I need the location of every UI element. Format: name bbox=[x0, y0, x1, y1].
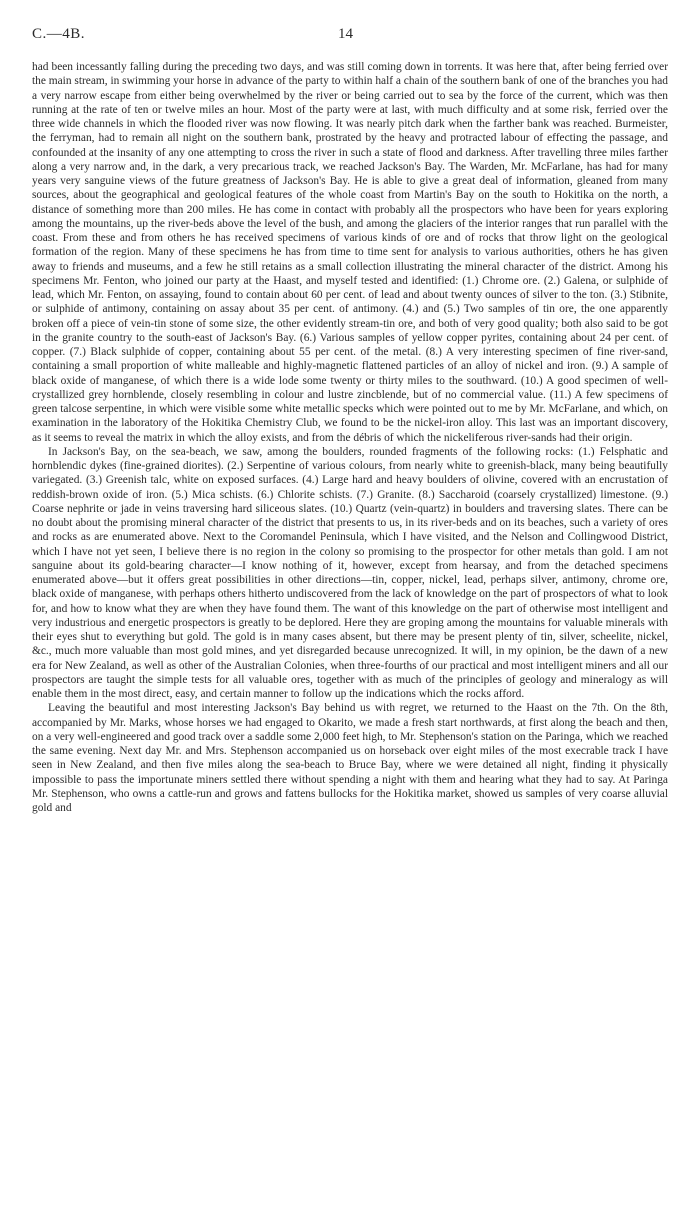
page-header bbox=[32, 26, 668, 48]
document-page bbox=[32, 26, 668, 815]
paragraph-leaving-jacksons-bay: Leaving the beautiful and most interesting Jackson's Bay behind us with regret, we returned to the Haast on the 7th. On the 8th, accompanied by Mr. Marks, whose horses we had engaged to Okarito, we made a fresh start northwards, at first along the beach and then, on a very well-engineered and good track over a saddle some 2,000 feet high, to Mr. Stephenson's station on the Paringa, which we reached the same evening. Next day Mr. and Mrs. Stephenson accompanied us on horseback over eight miles of the most execrable track I have seen in New Zealand, and then five miles along the sea-beach to Bruce Bay, where we were detained all night, finding it physically impossible to pass the importunate miners settled there without spending a night with them and hearing what they had to say. At Paringa Mr. Stephenson, who owns a cattle-run and grows and fattens bullocks for the Hokitika market, showed us samples of very coarse alluvial gold and bbox=[32, 702, 668, 814]
paragraph-continued: had been incessantly falling during the preceding two days, and was still coming down in torrents. It was here that, after being ferried over the main stream, in swimming your horse in advance of the party to within half a chain of the southern bank of one of the branches you had a very narrow escape from either being overwhelmed by the river or being carried out to sea by the force of the current, which was then running at the rate of ten or twelve miles an hour. Most of the party were at last, with much difficulty and at some risk, ferried over the three wide channels in which the flooded river was now flowing. It was nearly pitch dark when the farther bank was reached. Burmeister, the ferryman, had to remain all night on the southern bank, prostrated by the heavy and protracted labour of effecting the passage, and confounded at the insanity of any one attempting to cross the river in such a state of flood and darkness. After travelling three miles farther along a very narrow and, in the dark, a very precarious track, we reached Jackson's Bay. The Warden, Mr. McFarlane, has had for many years very sanguine views of the future greatness of Jackson's Bay. He is able to give a great deal of information, gleaned from many sources, about the geographical and geological features of the whole coast from Martin's Bay on the south to Hokitika on the north, a distance of something more than 200 miles. He has come in contact with probably all the prospectors who have been for years exploring among the mountains, up the river-beds above the level of the bush, and among the glaciers of the interior ranges that run parallel with the coast. From these and from others he has received specimens of various kinds of ore and of rocks that throw light on the geological formation of the region. Many of these specimens he has from time to time sent for analysis to various authorities, others he has given away to friends and museums, and a few he still retains as a small collection illustrating the mineral character of the district. Among his specimens Mr. Fenton, who joined our party at the Haast, and myself tested and identified: (1.) Chrome ore. (2.) Galena, or sulphide of lead, which Mr. Fenton, on assaying, found to contain about 60 per cent. of lead and about twenty ounces of silver to the ton. (3.) Stibnite, or sulphide of antimony, containing on assay about 35 per cent. of antimony. (4.) and (5.) Two samples of tin ore, the one apparently broken off a piece of vein-tin stone of some size, the other evidently stream-tin ore, and both of very good quality; both also said to be got in the granite country to the south-east of Jackson's Bay. (6.) Various samples of yellow copper pyrites, containing about 24 per cent. of copper. (7.) Black sulphide of copper, containing about 55 per cent. of the metal. (8.) A very interesting specimen of fine river-sand, containing a small proportion of white malleable and highly-magnetic flattened particles of an alloy of nickel and iron. (9.) A sample of black oxide of manganese, of which there is a wide lode some twenty or thirty miles to the southward. (10.) A good specimen of well-crystallized grey hornblende, closely resembling in colour and lustre zincblende, but of no commercial value. (11.) A few specimens of green talcose serpentine, in which were visible some white metallic specks which were pointed out to me by Mr. McFarlane, and which, on examination in the laboratory of the Hokitika Chemistry Club, we found to be the nickel-iron alloy. This last was an important discovery, as it seems to reveal the matrix in which the alloy exists, and from the débris of which the nickeliferous river-sands had their origin. bbox=[32, 61, 668, 444]
document-reference: C.—4B. bbox=[32, 26, 86, 42]
body-text bbox=[32, 60, 668, 815]
paragraph-jacksons-bay-rocks: In Jackson's Bay, on the sea-beach, we saw, among the boulders, rounded fragments of the following rocks: (1.) Felsphatic and hornblendic dykes (fine-grained diorites). (2.) Serpentine of various colours, from nearly white to greenish-black, many being beautifully variegated. (3.) Greenish talc, white on exposed surfaces. (4.) Large hard and heavy boulders of olivine, covered with an encrustation of reddish-brown oxide of iron. (5.) Mica schists. (6.) Chlorite schists. (7.) Granite. (8.) Saccharoid (coarsely crystallized) limestone. (9.) Coarse nephrite or jade in veins traversing hard siliceous slates. (10.) Quartz (vein-quartz) in boulders and traversing slates. There can be no doubt about the promising mineral character of the district that presents to us, in its river-beds and on its beaches, such a variety of ores and rocks as are enumerated above. Next to the Coromandel Peninsula, which I have visited, and the Nelson and Collingwood District, which I have not yet seen, I believe there is no region in the colony so promising to the prospector for other metals than gold. I am not sanguine about its gold-bearing character—I know nothing of it, however, except from hearsay, and from the detached specimens enumerated above—but it offers great possibilities in other directions—tin, copper, nickel, lead, perhaps silver, antimony, chrome ore, black oxide of manganese, with perhaps others hitherto undiscovered from the lack of knowledge on the part of prospectors of what to look for, and how to know what they are when they have found them. The want of this knowledge on the part of otherwise most intelligent and very industrious and energetic prospectors is greatly to be deplored. Here they are groping among the mountains for valuable minerals with their eyes shut to everything but gold. The gold is in many cases absent, but there may be present plenty of tin, silver, scheelite, nickel, &c., much more valuable than most gold mines, and yet disregarded because unrecognized. It will, in my opinion, be the dawn of a new era for New Zealand, as well as other of the Australian Colonies, when three-fourths of our practical and most intelligent miners and all our prospectors are taught the simple tests for all valuable ores, together with as much of the principles of geology and mineralogy as will enable them in the most direct, easy, and certain manner to follow up the indications which the rocks afford. bbox=[32, 445, 668, 700]
page-number: 14 bbox=[338, 26, 353, 42]
